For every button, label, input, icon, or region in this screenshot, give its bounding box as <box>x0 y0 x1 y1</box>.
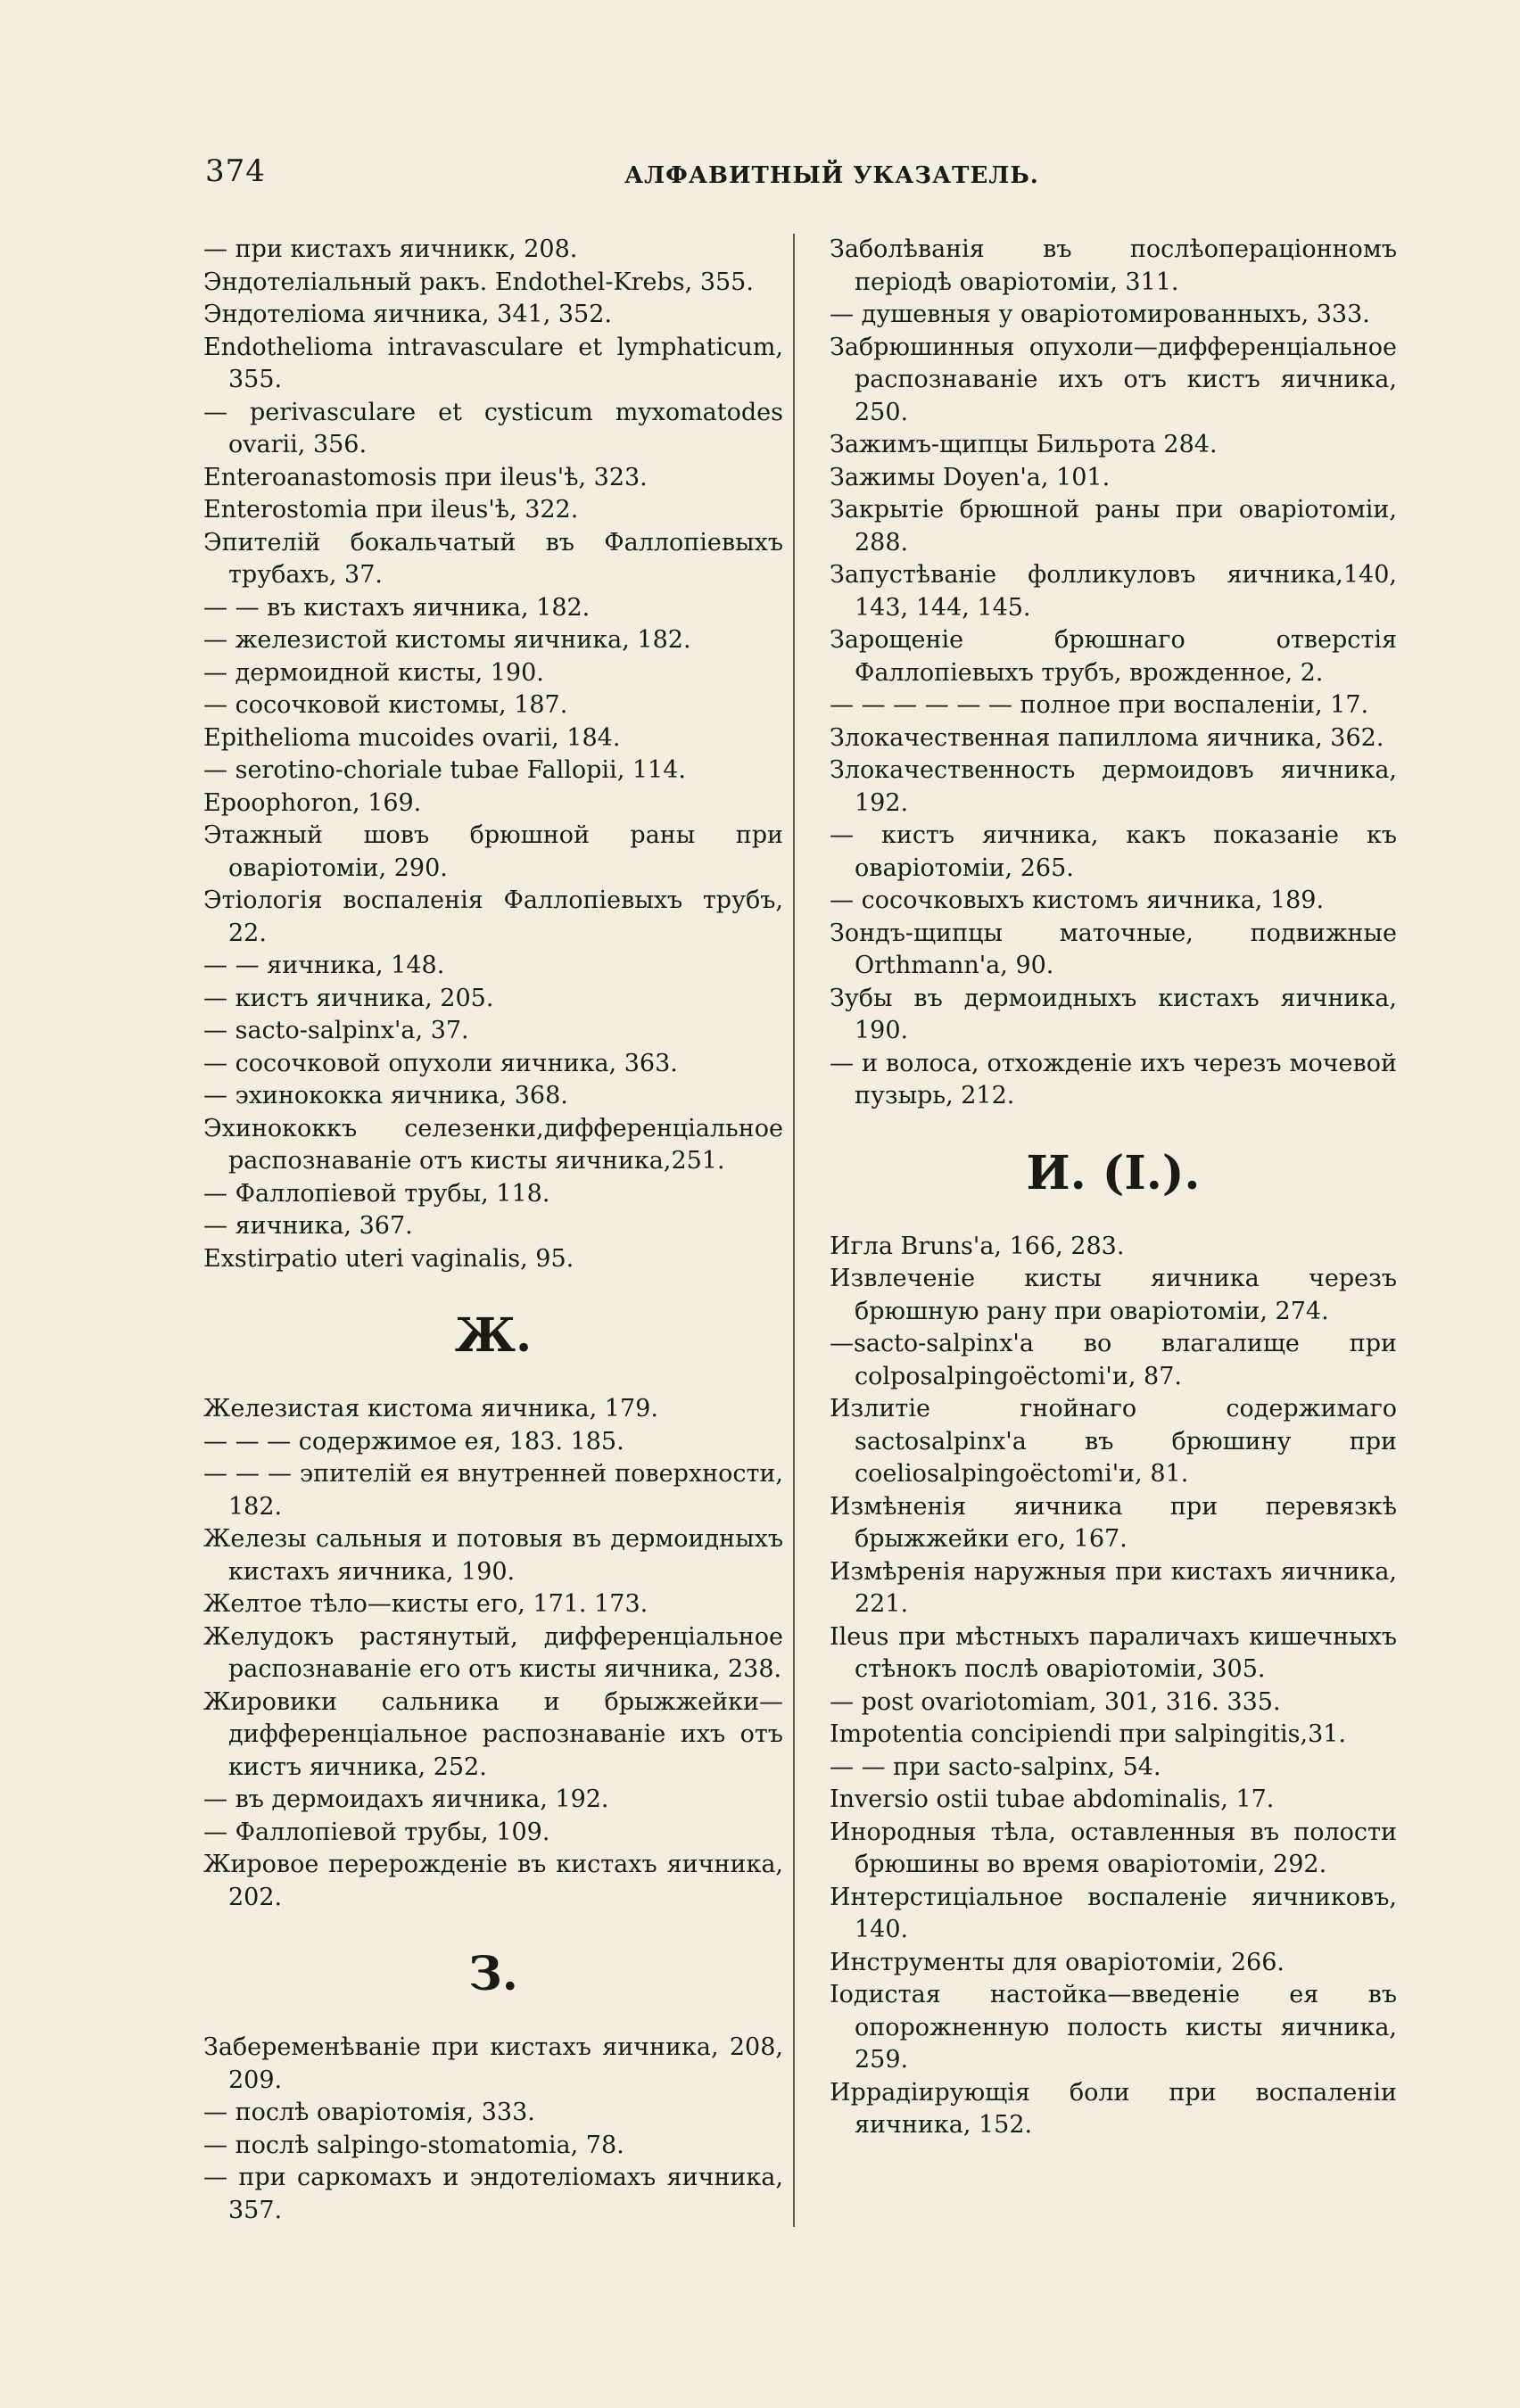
index-entry: Эндотеліальный ракъ. Endothel-Krebs, 355. <box>203 268 754 296</box>
index-entry: — кистъ яичника, 205. <box>203 984 494 1012</box>
index-entry: Закрытіе брюшной раны при оваріотоміи, 288. <box>830 496 1397 557</box>
index-entry: Іодистая настойка—введеніе ея въ опорожненную полость кисты яичника, 259. <box>830 1981 1397 2074</box>
index-entry: Железы сальныя и потовыя въ дермоидныхъ кистахъ яичника, 190. <box>203 1525 783 1586</box>
index-entry: — — при sacto-salpinx, 54. <box>830 1752 1161 1781</box>
index-entry: Зарощеніе брюшнаго отверстія Фаллопіевыхъ трубъ, врожденное, 2. <box>830 626 1397 687</box>
index-entry: Злокачественность дермоидовъ яичника, 192. <box>830 756 1397 817</box>
index-entry: Железистая кистома яичника, 179. <box>203 1395 658 1423</box>
index-entry: Зубы въ дермоидныхъ кистахъ яичника, 190. <box>830 984 1397 1044</box>
index-entry: — — — содержимое ея, 183. 185. <box>203 1427 624 1456</box>
index-entry: Эхинококкъ селезенки,дифференціальное распознаваніе отъ кисты яичника,251. <box>203 1114 783 1175</box>
index-entry: — железистой кистомы яичника, 182. <box>203 626 691 654</box>
index-entry: — — яичника, 148. <box>203 952 445 979</box>
column-divider <box>793 234 795 2227</box>
index-entry: Инородныя тѣла, оставленныя въ полости брюшины во время оваріотоміи, 292. <box>830 1818 1397 1878</box>
index-column-right <box>830 234 1397 2142</box>
index-entry: — яичника, 367. <box>203 1212 413 1240</box>
index-entry: Излитіе гнойнаго содержимаго sactosalpinx'а въ брюшину при coeliosalpingoëctomi'и, 81. <box>830 1395 1397 1488</box>
index-entry: — въ дермоидахъ яичника, 192. <box>203 1785 609 1813</box>
index-entry: Иррадіирующія боли при воспаленіи яичника, 152. <box>830 2078 1397 2139</box>
index-entry: Impotentia concipiendi при salpingitis,31. <box>830 1720 1347 1748</box>
index-entry: —sacto-salpinx'а во влагалище при colposalpingoëctomi'и, 87. <box>830 1330 1397 1390</box>
index-entry: Игла Bruns'a, 166, 283. <box>830 1232 1125 1260</box>
index-entry: — послѣ salpingo-stomatomia, 78. <box>203 2131 624 2159</box>
section-letter: З. <box>468 1947 518 2001</box>
index-entry: — Фаллопіевой трубы, 118. <box>203 1179 550 1208</box>
index-entry: — при саркомахъ и эндотеліомахъ яичника, 357. <box>203 2164 783 2224</box>
index-entry: — сосочковыхъ кистомъ яичника, 189. <box>830 887 1325 914</box>
running-title: АЛФАВИТНЫЙ УКАЗАТЕЛЬ. <box>624 162 1039 189</box>
index-entry: — perivasculare et cysticum myxomatodes ovarii, 356. <box>203 398 783 458</box>
index-entry: — послѣ оваріотомія, 333. <box>203 2099 535 2126</box>
index-entry: — душевныя у оваріотомированныхъ, 333. <box>830 301 1370 328</box>
index-entry: Желтое тѣло—кисты его, 171. 173. <box>203 1590 648 1618</box>
index-entry: — Фаллопіевой трубы, 109. <box>203 1818 550 1846</box>
index-entry: Этіологія воспаленія Фаллопіевыхъ трубъ, 22. <box>203 887 783 947</box>
index-entry: — sacto-salpinx'а, 37. <box>203 1017 469 1044</box>
section-letter: И. (I.). <box>1026 1145 1201 1200</box>
index-entry: Exstirpatio uteri vaginalis, 95. <box>203 1244 574 1273</box>
page-number: 374 <box>205 153 266 189</box>
index-entry: Этажный шовъ брюшной раны при оваріотоміи, 290. <box>203 821 783 882</box>
index-entry: Enteroanastomosis при ileus'ѣ, 323. <box>203 463 648 491</box>
index-entry: — post ovariotomiam, 301, 316. 335. <box>830 1687 1281 1716</box>
index-entry: Ileus при мѣстныхъ параличахъ кишечныхъ стѣнокъ послѣ оваріотоміи, 305. <box>830 1622 1397 1683</box>
index-entry: — и волоса, отхожденіе ихъ черезъ мочевой пузырь, 212. <box>830 1049 1397 1109</box>
index-entry: — эхинококка яичника, 368. <box>203 1082 568 1109</box>
index-entry: — дермоидной кисты, 190. <box>203 658 544 687</box>
index-entry: Желудокъ растянутый, дифференціальное распознаваніе его отъ кисты яичника, 238. <box>203 1622 783 1683</box>
index-entry: Жировики сальника и брыжжейки—дифференціальное распознаваніе ихъ отъ кистъ яичника, 252. <box>203 1687 783 1781</box>
index-entry: Epoophoron, 169. <box>203 788 422 817</box>
index-entry: Измѣненія яичника при перевязкѣ брыжжейки его, 167. <box>830 1492 1397 1553</box>
index-entry: Зажимъ-щипцы Бильрота 284. <box>830 431 1218 458</box>
index-entry: — serotino-choriale tubae Fallopii, 114. <box>203 756 686 784</box>
index-entry: — сосочковой опухоли яичника, 363. <box>203 1049 678 1077</box>
index-column-left <box>203 234 783 2227</box>
index-entry: Забеременѣваніе при кистахъ яичника, 208, 209. <box>203 2033 783 2094</box>
index-entry: Зондъ-щипцы маточные, подвижные Orthmann'a, 90. <box>830 919 1397 979</box>
index-entry: Эндотеліома яичника, 341, 352. <box>203 301 612 328</box>
index-entry: Забрюшинныя опухоли—дифференціальное распознаваніе ихъ отъ кистъ яичника, 250. <box>830 333 1397 426</box>
index-entry: Endothelioma intravasculare et lymphaticum, 355. <box>203 333 783 393</box>
index-entry: Эпителій бокальчатый въ Фаллопіевыхъ трубахъ, 37. <box>203 528 783 589</box>
section-letter: Ж. <box>454 1308 533 1363</box>
index-entry: Инструменты для оваріотоміи, 266. <box>830 1948 1285 1976</box>
page-header <box>205 153 1039 198</box>
index-entry: — — — эпителій ея внутренней поверхности, 182. <box>203 1460 783 1521</box>
index-entry: Жировое перерожденіе въ кистахъ яичника, 202. <box>203 1851 783 1911</box>
index-entry: — при кистахъ яичникк, 208. <box>203 235 578 263</box>
index-entry: — — въ кистахъ яичника, 182. <box>203 593 591 622</box>
index-entry: Интерстиціальное воспаленіе яичниковъ, 140. <box>830 1883 1397 1943</box>
index-entry: — кистъ яичника, какъ показаніе къ оваріотоміи, 265. <box>830 821 1397 882</box>
index-entry: — — — — — — полное при воспаленіи, 17. <box>830 691 1369 719</box>
index-entry: — сосочковой кистомы, 187. <box>203 691 568 719</box>
index-entry: Inversio ostii tubae abdominalis, 17. <box>830 1785 1275 1813</box>
index-entry: Злокачественная папиллома яичника, 362. <box>830 723 1384 752</box>
index-entry: Enterostomia при ileus'ѣ, 322. <box>203 496 579 524</box>
index-entry: Epithelioma mucoides ovarii, 184. <box>203 723 621 752</box>
index-entry: Измѣренія наружныя при кистахъ яичника, 221. <box>830 1557 1397 1618</box>
index-entry: Запустѣваніе фолликуловъ яичника,140, 143, 144, 145. <box>830 561 1397 622</box>
index-entry: Извлеченіе кисты яичника черезъ брюшную рану при оваріотоміи, 274. <box>830 1265 1397 1325</box>
index-entry: Зажимы Doyen'a, 101. <box>830 463 1111 491</box>
index-entry: Заболѣванія въ послѣоперaціонномъ періодѣ оваріотоміи, 311. <box>830 235 1397 296</box>
